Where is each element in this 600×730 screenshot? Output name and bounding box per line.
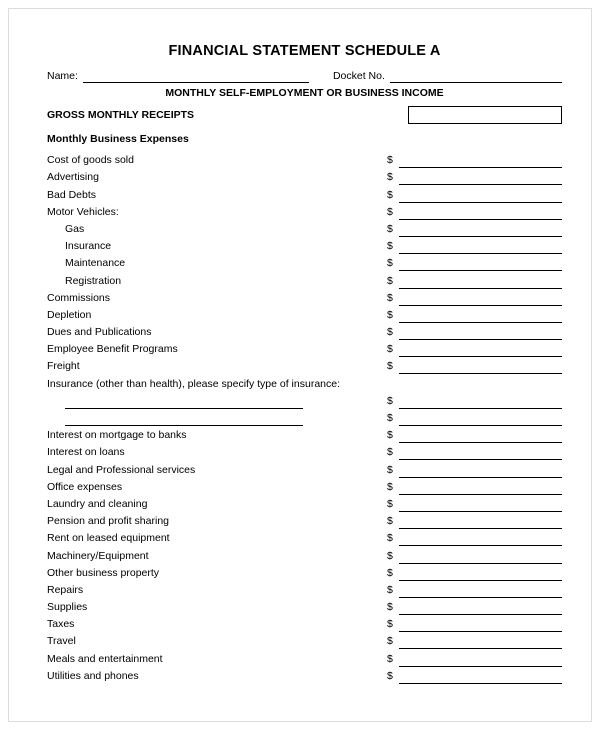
expense-label: Commissions [47,291,111,304]
expense-row [47,392,562,409]
expense-row-left [47,189,387,203]
section-heading: MONTHLY SELF-EMPLOYMENT OR BUSINESS INCOME [165,87,444,99]
expense-label: Travel [47,635,76,648]
expense-row-right [387,670,562,684]
dollar-sign: $ [387,497,393,510]
expense-label: Insurance (other than health), please specify type of insurance: [47,377,341,390]
expense-row [47,426,562,443]
expense-row [47,306,562,323]
expense-row [47,185,562,202]
expense-row-right [387,618,562,632]
expenses-heading: Monthly Business Expenses [47,133,189,145]
expense-row-left [47,240,387,254]
expense-label: Utilities and phones [47,669,139,682]
amount-input-line[interactable] [399,517,562,529]
expense-row [47,409,562,426]
expense-rows [47,151,562,684]
dollar-sign: $ [387,583,393,596]
expense-row-right [387,532,562,546]
expense-row-right [387,567,562,581]
dollar-sign: $ [387,154,393,167]
expense-row [47,581,562,598]
expense-row-right [387,446,562,460]
expense-row-left [47,223,387,237]
expense-row-left [47,154,387,168]
expense-label: Advertising [47,171,99,184]
expense-row [47,340,562,357]
expense-row-left [47,635,387,649]
expense-row-right [387,412,562,426]
expense-row-left [47,429,387,443]
insurance-type-input-line[interactable] [65,397,303,409]
expense-row [47,495,562,512]
expense-row-right [387,653,562,667]
amount-input-line[interactable] [399,483,562,495]
expense-row-right [387,189,562,203]
dollar-sign: $ [387,566,393,579]
expense-row-left [47,618,387,632]
expense-label: Rent on leased equipment [47,532,170,545]
amount-input-line[interactable] [399,242,562,254]
expense-row-left [47,343,387,357]
gross-receipts-input-box[interactable] [408,106,562,124]
amount-input-line[interactable] [399,345,562,357]
expense-label: Insurance [65,240,112,253]
expense-label: Bad Debts [47,188,97,201]
amount-input-line[interactable] [399,208,562,220]
expense-row [47,374,562,391]
expense-row-left [47,532,387,546]
expense-label: Depletion [47,308,92,321]
dollar-sign: $ [387,394,393,407]
amount-input-line[interactable] [399,534,562,546]
expense-row-left [47,601,387,615]
dollar-sign: $ [387,515,393,528]
name-label: Name: [47,70,78,82]
expense-label: Interest on loans [47,446,125,459]
form-title: FINANCIAL STATEMENT SCHEDULE A [168,43,441,59]
amount-input-line[interactable] [399,569,562,581]
amount-input-line[interactable] [399,637,562,649]
expense-row-right [387,171,562,185]
amount-input-line[interactable] [399,311,562,323]
expense-row-right [387,240,562,254]
expense-row-right [387,154,562,168]
amount-input-line[interactable] [399,191,562,203]
expense-row [47,151,562,168]
expense-label: Cost of goods sold [47,154,134,167]
dollar-sign: $ [387,240,393,253]
insurance-type-input-line[interactable] [65,414,303,426]
expense-row-right [387,464,562,478]
dollar-sign: $ [387,532,393,545]
expense-row [47,529,562,546]
expense-label: Motor Vehicles: [47,205,119,218]
expense-row [47,271,562,288]
amount-input-line[interactable] [399,225,562,237]
amount-input-line[interactable] [399,620,562,632]
name-docket-row [47,67,562,83]
dollar-sign: $ [387,360,393,373]
expense-row-right [387,292,562,306]
expense-label: Repairs [47,583,84,596]
dollar-sign: $ [387,171,393,184]
dollar-sign: $ [387,618,393,631]
dollar-sign: $ [387,601,393,614]
expense-row [47,460,562,477]
expense-row-right [387,584,562,598]
expense-row-left [47,446,387,460]
expense-row-right [387,601,562,615]
expense-row-left [47,515,387,529]
expense-row-right [387,257,562,271]
expense-row-left [47,257,387,271]
expense-label: Supplies [47,601,88,614]
dollar-sign: $ [387,291,393,304]
expense-row-left [47,397,387,409]
expense-row-left [47,550,387,564]
dollar-sign: $ [387,480,393,493]
amount-input-line[interactable] [399,552,562,564]
expense-label: Registration [65,274,122,287]
expense-label: Laundry and cleaning [47,497,148,510]
expense-row-right [387,515,562,529]
amount-input-line[interactable] [399,259,562,271]
expense-row [47,220,562,237]
expense-row-right [387,223,562,237]
expense-row-right [387,360,562,374]
dollar-sign: $ [387,652,393,665]
dollar-sign: $ [387,343,393,356]
expense-row [47,254,562,271]
amount-input-line[interactable] [399,156,562,168]
expense-row-left [47,360,387,374]
expense-row [47,203,562,220]
amount-input-line[interactable] [399,294,562,306]
dollar-sign: $ [387,222,393,235]
expense-row-left [47,275,387,289]
expense-row-right [387,429,562,443]
expense-row [47,357,562,374]
expense-row [47,323,562,340]
expense-label: Office expenses [47,480,123,493]
amount-input-line[interactable] [399,586,562,598]
expense-row-right [387,343,562,357]
expense-row-right [387,309,562,323]
expense-row [47,443,562,460]
expense-row [47,615,562,632]
amount-input-line[interactable] [399,397,562,409]
expense-row-right [387,498,562,512]
expense-row-left [47,292,387,306]
amount-input-line[interactable] [399,277,562,289]
amount-input-line[interactable] [399,414,562,426]
expense-row-left [47,378,562,392]
expense-row [47,289,562,306]
amount-input-line[interactable] [399,173,562,185]
amount-input-line[interactable] [399,431,562,443]
dollar-sign: $ [387,669,393,682]
amount-input-line[interactable] [399,448,562,460]
expense-label: Taxes [47,618,75,631]
amount-input-line[interactable] [399,328,562,340]
expense-row [47,649,562,666]
dollar-sign: $ [387,412,393,424]
expense-row-right [387,395,562,409]
dollar-sign: $ [387,274,393,287]
expense-row-left [47,309,387,323]
expense-label: Meals and entertainment [47,652,163,665]
dollar-sign: $ [387,188,393,201]
dollar-sign: $ [387,257,393,270]
gross-receipts-label: GROSS MONTHLY RECEIPTS [47,109,195,121]
expense-row-left [47,206,387,220]
dollar-sign: $ [387,308,393,321]
expense-label: Other business property [47,566,160,579]
dollar-sign: $ [387,205,393,218]
expense-row-left [47,414,387,426]
expense-row [47,598,562,615]
expense-row [47,564,562,581]
expense-row [47,667,562,684]
expense-label: Pension and profit sharing [47,515,169,528]
expense-row-left [47,653,387,667]
expense-row-left [47,464,387,478]
expense-row-left [47,498,387,512]
amount-input-line[interactable] [399,672,562,684]
form-page [8,8,592,722]
gross-receipts-row [47,105,562,125]
expense-row-left [47,584,387,598]
docket-input-line[interactable] [390,71,562,83]
expense-row-right [387,206,562,220]
dollar-sign: $ [387,446,393,459]
expense-row [47,632,562,649]
expense-row-left [47,567,387,581]
expense-label: Legal and Professional services [47,463,196,476]
expense-row-left [47,326,387,340]
dollar-sign: $ [387,463,393,476]
expense-row-right [387,635,562,649]
expense-label: Employee Benefit Programs [47,343,178,356]
expense-row [47,478,562,495]
expense-label: Freight [47,360,80,373]
docket-label: Docket No. [332,70,385,82]
amount-input-line[interactable] [399,466,562,478]
expense-label: Gas [65,222,85,235]
expense-label: Dues and Publications [47,326,152,339]
expense-row-right [387,326,562,340]
expense-row-left [47,481,387,495]
amount-input-line[interactable] [399,655,562,667]
amount-input-line[interactable] [399,362,562,374]
dollar-sign: $ [387,635,393,648]
expense-row [47,512,562,529]
expense-row [47,237,562,254]
expense-row-right [387,481,562,495]
dollar-sign: $ [387,429,393,442]
expense-label: Maintenance [65,257,126,270]
expense-label: Machinery/Equipment [47,549,149,562]
amount-input-line[interactable] [399,500,562,512]
expense-row [47,168,562,185]
expense-row-left [47,171,387,185]
expense-label: Interest on mortgage to banks [47,429,187,442]
expense-row-right [387,275,562,289]
amount-input-line[interactable] [399,603,562,615]
dollar-sign: $ [387,549,393,562]
name-input-line[interactable] [83,71,309,83]
dollar-sign: $ [387,326,393,339]
expense-row-left [47,670,387,684]
expense-row [47,546,562,563]
expense-row-right [387,550,562,564]
